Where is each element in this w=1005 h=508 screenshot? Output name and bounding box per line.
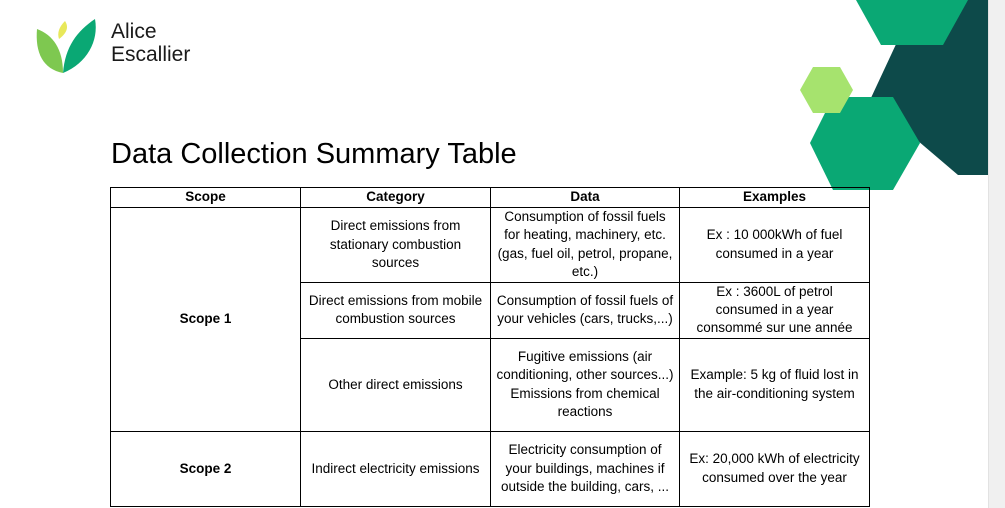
scope-2-cell: Scope 2 xyxy=(111,431,301,506)
header-data: Data xyxy=(491,188,680,208)
data-line: Emissions from chemical reactions xyxy=(510,385,660,420)
examples-cell: Example: 5 kg of fluid lost in the air-conditioning system xyxy=(680,338,870,431)
header-scope: Scope xyxy=(111,188,301,208)
data-line: Fugitive emissions (air conditioning, other sources...) xyxy=(496,349,674,383)
category-cell: Other direct emissions xyxy=(301,338,491,431)
scrollbar[interactable] xyxy=(988,0,1005,508)
scope-1-cell: Scope 1 xyxy=(111,208,301,432)
leaf-logo-icon xyxy=(33,17,99,77)
examples-cell: Ex: 20,000 kWh of electricity consumed over the year xyxy=(680,431,870,506)
category-cell: Indirect electricity emissions xyxy=(301,431,491,506)
category-cell: Direct emissions from mobile combustion sources xyxy=(301,282,491,338)
data-cell xyxy=(491,338,680,431)
examples-cell: Ex : 3600L of petrol consumed in a year consommé sur une année xyxy=(680,282,870,338)
examples-cell: Ex : 10 000kWh of fuel consumed in a year xyxy=(680,208,870,283)
data-cell: Electricity consumption of your buildings, machines if outside the building, cars, ... xyxy=(491,431,680,506)
data-cell: Consumption of fossil fuels of your vehicles (cars, trucks,...) xyxy=(491,282,680,338)
hexagon-decoration xyxy=(798,0,988,195)
brand-last-name: Escallier xyxy=(111,43,191,66)
brand-name xyxy=(111,20,190,66)
table-row xyxy=(111,431,870,506)
table-row xyxy=(111,208,870,283)
summary-table xyxy=(110,187,870,507)
page-title: Data Collection Summary Table xyxy=(111,138,517,170)
brand-first-name: Alice xyxy=(111,20,157,43)
header-examples: Examples xyxy=(680,188,870,208)
category-cell: Direct emissions from stationary combustion sources xyxy=(301,208,491,283)
logo xyxy=(33,17,190,77)
table-header-row xyxy=(111,188,870,208)
header-category: Category xyxy=(301,188,491,208)
data-cell: Consumption of fossil fuels for heating, machinery, etc. (gas, fuel oil, petrol, propane, etc.) xyxy=(491,208,680,283)
